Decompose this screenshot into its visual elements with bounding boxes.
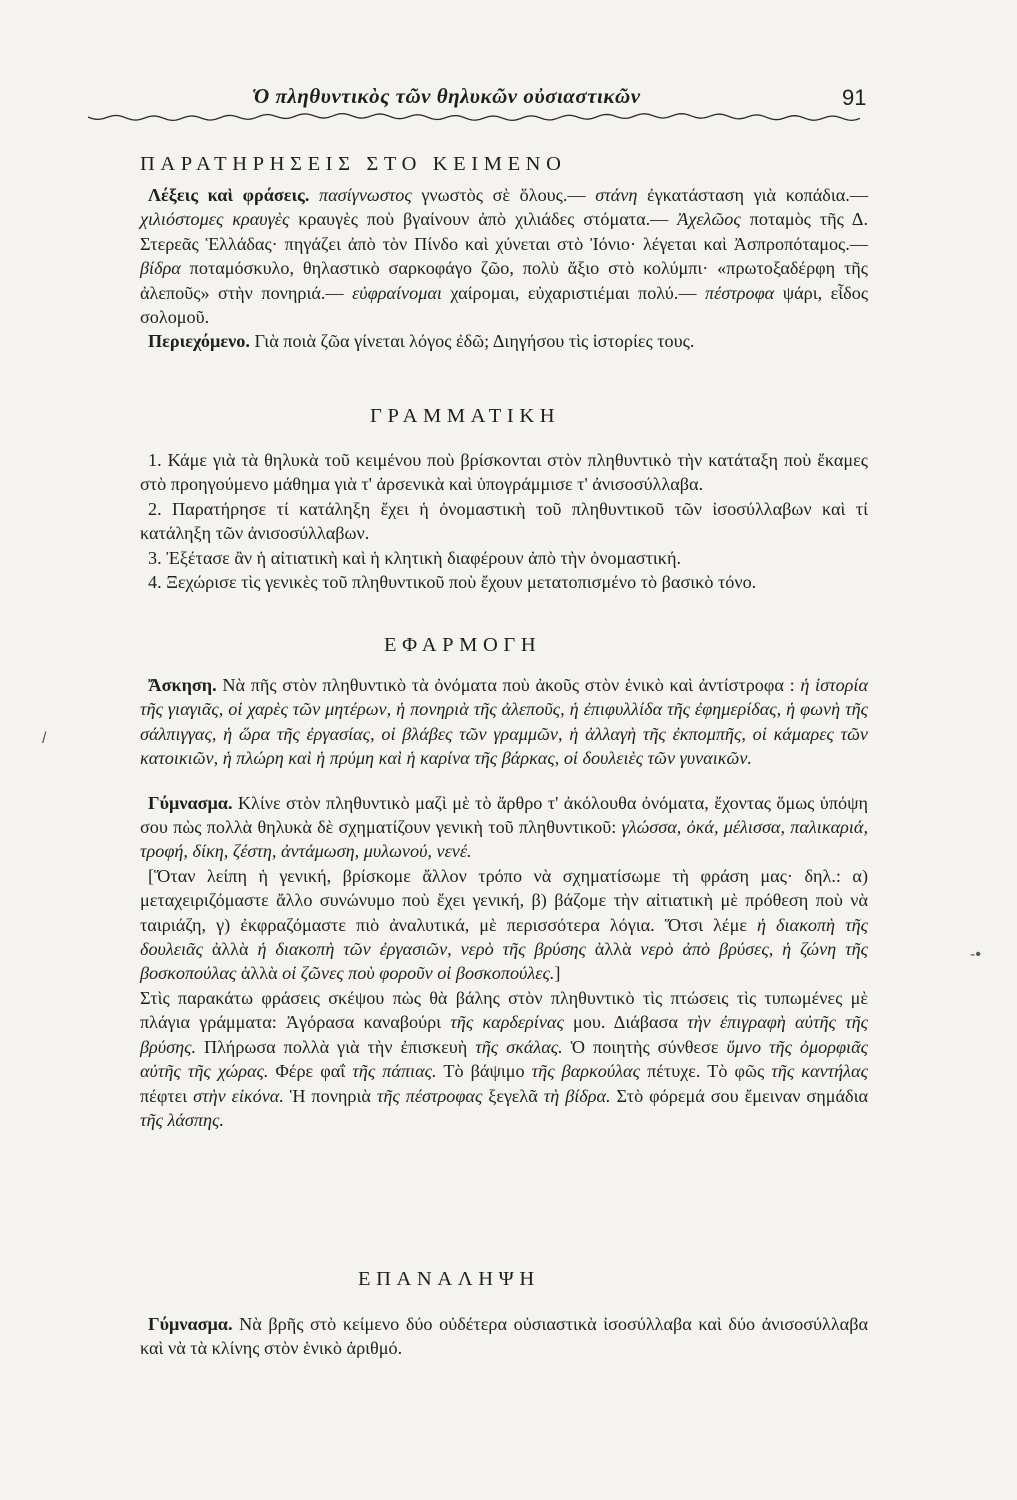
words-label: Λέξεις καὶ φράσεις. (148, 185, 310, 205)
margin-arrow-mark: ‑• (970, 946, 981, 963)
margin-tick-mark: / (42, 730, 47, 747)
drill-text: Κλίνε στὸν πληθυντικὸ μαζὶ μὲ τὸ ἄρθρο τ' ἀκόλουθα ὀνόματα, ἔχοντας ὅμως ὑπόψη σου πὼς πολλὰ θηλυκὰ δὲ σχηματίζουν γενικὴ τοῦ πληθυντικοῦ: (140, 792, 868, 838)
sentence-italic: τῆς πέστροφας (376, 1085, 483, 1106)
note-text: ἀλλὰ (585, 939, 641, 960)
grammar-list (140, 448, 868, 594)
sentence-italic: στὴν εἰκόνα. (193, 1085, 284, 1106)
header-wavy-rule (88, 110, 862, 124)
transform-intro: Στὶς παρακάτω φράσεις σκέψου πὼς θὰ βάλης στὸν πληθυντικὸ τὶς πτώσεις τὶς τυπωμένες μὲ πλάγια γράμματα: (140, 987, 868, 1033)
application-block (140, 673, 868, 1132)
heading-review: ΕΠΑΝΑΛΗΨΗ (358, 1268, 540, 1290)
transform-exercise (140, 986, 868, 1132)
observations-block (140, 183, 868, 354)
sentence-text: Πλήρωσα πολλὰ γιὰ τὴν ἐπισκευὴ (196, 1036, 476, 1057)
review-drill-text: Νὰ βρῆς στὸ κείμενο δύο οὐδέτερα οὐσιαστικὰ ἰσοσύλλαβα καὶ δύο ἀνισοσύλλαβα καὶ νὰ τὰ κλίνης στὸν ἑνικὸ ἀριθμό. (140, 1314, 868, 1359)
page-number: 91 (842, 85, 867, 110)
exercise-list: ἡ ἱστορία τῆς γιαγιᾶς, οἱ χαρὲς τῶν μητέρων, ἡ πονηριὰ τῆς ἀλεποῦς, ἡ ἐπιφυλλίδα τῆς ἐφημερίδας, ἡ φωνὴ τῆς σάλπιγγας, ἡ ὥρα τῆς ἐργασίας, οἱ βλάβες τῶν γραμμῶν, ἡ ἀλλαγὴ τῆς ἐκπομπῆς, οἱ κάμαρες τῶν κατοικιῶν, ἡ πλώρη καὶ ἡ πρύμη καὶ ἡ καρίνα τῆς βάρκας, οἱ δουλειὲς τῶν γυναικῶν. (140, 675, 868, 769)
sentence-text: Τὸ βάψιμο (436, 1061, 532, 1082)
sentence-italic: τῆς λάσπης. (140, 1109, 224, 1130)
note-text: ἀλλὰ (236, 963, 283, 984)
drill (140, 791, 868, 864)
gloss-text: ποταμόσκυλο, θηλαστικὸ σαρκοφάγο ζῶο, πολὺ ἄξιο στὸ κολύμπι· «πρωτοξαδέρφη τῆς ἀλεποῦς» στὴν πονηριά.— (140, 258, 868, 303)
note-example: οἱ ζῶνες ποὺ φοροῦν οἱ βοσκοπούλες. (282, 963, 555, 984)
sentence-italic: τῆς καρδερίνας (450, 1012, 564, 1033)
grammar-item: 1. Κάμε γιὰ τὰ θηλυκὰ τοῦ κειμένου ποὺ βρίσκονται στὸν πληθυντικὸ τὴν κατάταξη ποὺ ἔκαμες στὸ προηγούμενο μάθημα γιὰ τ' ἀρσενικὰ καὶ ὑπογράμμισε τ' ἀνισοσύλλαβα. (140, 450, 868, 495)
review-block (140, 1312, 868, 1361)
running-header-title: Ὁ πληθυντικὸς τῶν θηλυκῶν οὐσιαστικῶν (252, 84, 641, 108)
review-drill (140, 1312, 868, 1361)
gloss-term: εὐφραίνομαι (352, 282, 442, 303)
sentence-text: Στὸ φόρεμά σου ἔμειναν σημάδια (610, 1085, 869, 1106)
gloss-text: ἐγκατάσταση γιὰ κοπάδια.— (637, 185, 869, 205)
drill-list: γλώσσα, ὀκά, μέλισσα, παλικαριά, τροφή, δίκη, ζέστη, ἀντάμωση, μυλωνού, νενέ. (140, 817, 869, 862)
sentence-italic: τῆς σκάλας. (475, 1036, 563, 1057)
heading-observations: ΠΑΡΑΤΗΡΗΣΕΙΣ ΣΤΟ ΚΕΙΜΕΝΟ (140, 153, 567, 175)
sentence-text: ξεγελᾶ (482, 1085, 544, 1106)
sentence-italic: τὴ βίδρα. (543, 1085, 611, 1106)
gloss-text: ψάρι, εἶδος σολομοῦ. (140, 282, 869, 328)
note-text: ] (554, 963, 561, 984)
gloss-term: βίδρα (140, 258, 181, 279)
sentence-italic: τῆς καντήλας (771, 1061, 868, 1082)
gloss-term: πέστροφα (705, 282, 775, 303)
sentence-italic: τὴν ἐπιγραφὴ αὐτῆς τῆς βρύσης. (140, 1012, 868, 1057)
sentence-italic: τῆς πάπιας. (352, 1061, 437, 1082)
genitive-note (140, 864, 868, 986)
review-drill-label: Γύμνασμα. (148, 1314, 233, 1334)
gloss-term: Ἀχελῶος (677, 209, 741, 230)
gloss-text: κραυγὲς ποὺ βγαίνουν ἀπὸ χιλιάδες στόματα.— (289, 209, 678, 230)
sentence-italic: ὕμνο τῆς ὀμορφιᾶς αὐτῆς τῆς χώρας. (140, 1036, 868, 1082)
content-text: Γιὰ ποιὰ ζῶα γίνεται λόγος ἐδῶ; Διηγήσου τὶς ἱστορίες τους. (249, 331, 695, 352)
sentence-text: Ἀγόρασα καναβούρι (286, 1012, 451, 1033)
heading-grammar: ΓΡΑΜΜΑΤΙΚΗ (370, 405, 561, 427)
note-example: ἡ διακοπὴ τῆς δουλειᾶς (140, 914, 868, 960)
grammar-item: 3. Ἐξέτασε ἂν ἡ αἰτιατικὴ καὶ ἡ κλητικὴ διαφέρουν ἀπὸ τὴν ὀνομαστική. (148, 547, 682, 568)
sentence-text: πέφτει (140, 1085, 194, 1106)
gloss-text: χαίρομαι, εὐχαριστιέμαι πολύ.— (441, 282, 706, 303)
sentence-text: μου. (563, 1012, 614, 1033)
gloss-text: γνωστὸς σὲ ὅλους.— (411, 185, 596, 205)
exercise-label: Ἄσκηση. (148, 675, 217, 695)
sentence-text: πέτυχε. Τὸ φῶς (639, 1061, 772, 1082)
content-label: Περιεχόμενο. (148, 331, 250, 352)
exercise (140, 673, 868, 771)
note-text: ἀλλὰ (202, 939, 258, 960)
gloss-term: στάνη (595, 185, 638, 205)
note-example: νερὸ ἀπὸ βρύσες, ἡ ζώνη τῆς βοσκοπούλας (140, 939, 868, 984)
grammar-item: 2. Παρατήρησε τί κατάληξη ἔχει ἡ ὀνομαστικὴ τοῦ πληθυντικοῦ τῶν ἰσοσύλλαβων καὶ τί κατάληξη τῶν ἀνισοσύλλαβων. (140, 498, 868, 544)
gloss-term: πασίγνωστος (319, 185, 412, 205)
words-and-phrases (140, 183, 868, 329)
sentence-text: Διάβασα (613, 1012, 688, 1033)
drill-label: Γύμνασμα. (148, 792, 233, 813)
exercise-text: Νὰ πῆς στὸν πληθυντικὸ τὰ ὀνόματα ποὺ ἀκοῦς στὸν ἑνικὸ καὶ ἀντίστροφα : (216, 675, 801, 695)
content-question (140, 329, 868, 353)
sentence-text: Φέρε φαΐ (268, 1061, 353, 1082)
heading-application: ΕΦΑΡΜΟΓΗ (384, 634, 542, 656)
gloss-term: χιλιόστομες κραυγὲς (140, 209, 290, 230)
sentence-text: Ἡ πονηριὰ (283, 1085, 377, 1106)
sentence-italic: τῆς βαρκούλας (531, 1061, 640, 1082)
note-text: [Ὅταν λείπη ἡ γενική, βρίσκομε ἄλλον τρόπο νὰ σχηματίσωμε τὴ φράση μας· δηλ.: α) μεταχειριζόμαστε ἄλλο συνώνυμο ποὺ ἔχει γενική, β) βάζομε τὴν αἰτιατικὴ μὲ πρόθεση ποὺ νὰ ταιριάζη, γ) ἐκφραζόμαστε πιὸ ἀναλυτικά, μὲ περισσότερα λόγια. Ὅτσι λέμε (140, 865, 868, 935)
grammar-item: 4. Ξεχώρισε τὶς γενικὲς τοῦ πληθυντικοῦ ποὺ ἔχουν μετατοπισμένο τὸ βασικὸ τόνο. (148, 572, 757, 593)
note-example: ἡ διακοπὴ τῶν ἐργασιῶν, νερὸ τῆς βρύσης (257, 939, 586, 960)
gloss-text: ποταμὸς τῆς Δ. Στερεᾶς Ἑλλάδας· πηγάζει ἀπὸ τὸν Πίνδο καὶ χύνεται στὸ Ἰόνιο· λέγεται καὶ Ἀσπροπόταμος.— (140, 209, 868, 254)
sentence-text: Ὁ ποιητὴς σύνθεσε (562, 1036, 727, 1057)
